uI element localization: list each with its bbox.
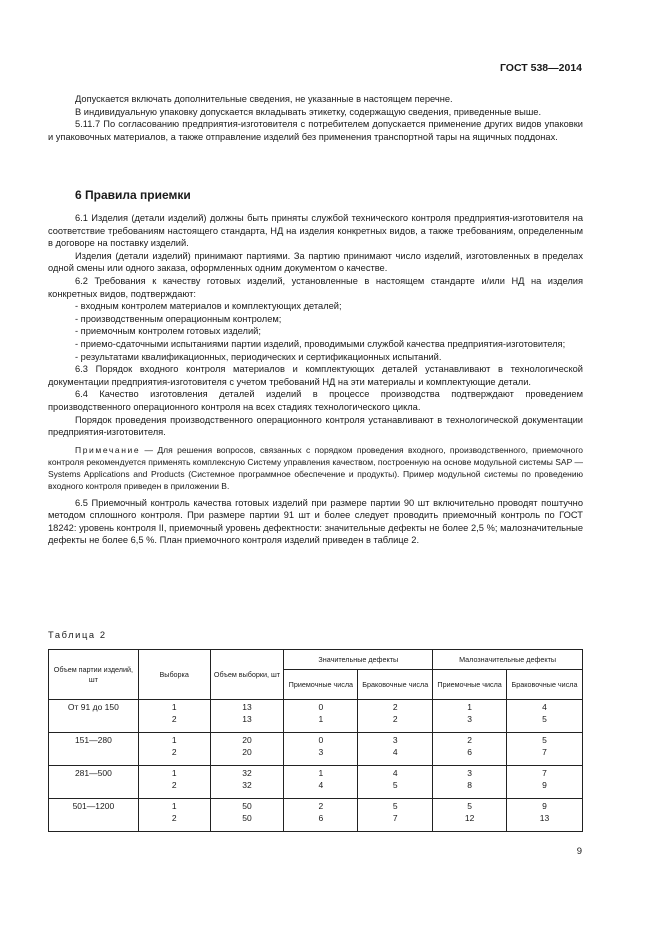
minor-ac-cell xyxy=(433,766,507,799)
cell-value: 2 xyxy=(318,801,324,811)
cell-value: 13 xyxy=(242,702,252,712)
document-code: ГОСТ 538—2014 xyxy=(499,62,582,74)
table-row xyxy=(49,766,583,799)
cell-value: 13 xyxy=(242,713,252,724)
cell-value: 2 xyxy=(392,713,398,724)
major-ac-cell xyxy=(284,733,358,766)
cell-value: 13 xyxy=(539,812,550,823)
list-item: - производственным операционным контролем; xyxy=(75,313,282,324)
table-row xyxy=(49,799,583,832)
cell-value: 7 xyxy=(542,746,547,757)
cell-value: 5 xyxy=(392,801,398,811)
intro-block xyxy=(48,93,583,143)
table-caption: Таблица 2 xyxy=(48,630,107,640)
sample-cell xyxy=(138,733,210,766)
header-sample-size: Объем выборки, шт xyxy=(210,650,284,700)
paragraph-6-4: 6.4 Качество изготовления деталей изделий в процессе производства подтверждают проведением производственного операционного контроля на всех стадиях технологического цикла. xyxy=(48,389,583,412)
header-major-reject: Браковочные числа xyxy=(358,670,433,700)
cell-value: 50 xyxy=(242,801,252,811)
cell-value: 1 xyxy=(467,702,472,712)
section-body xyxy=(48,212,583,547)
cell-value: 5 xyxy=(392,779,398,790)
cell-value: 50 xyxy=(242,812,252,823)
list-item: - приемо-сдаточными испытаниями партии изделий, проводимыми службой качества предприятия-изготовителя; xyxy=(75,338,566,349)
paragraph-6-3: 6.3 Порядок входного контроля материалов и комплектующих деталей устанавливают в технологической документации предприятия-изготовителя с учетом требований НД на эти материалы и комплектующие детали. xyxy=(48,364,583,387)
cell-value: 0 xyxy=(318,735,324,745)
cell-value: 0 xyxy=(318,702,324,712)
size-cell xyxy=(210,799,284,832)
table-row xyxy=(49,700,583,733)
cell-value: 1 xyxy=(171,768,177,778)
header-sample: Выборка xyxy=(138,650,210,700)
note-label: Примечание xyxy=(75,444,141,455)
cell-value: 3 xyxy=(318,746,324,757)
major-re-cell xyxy=(358,700,433,733)
major-re-cell xyxy=(358,799,433,832)
major-ac-cell xyxy=(284,799,358,832)
section-title: 6 Правила приемки xyxy=(75,188,191,202)
cell-value: 5 xyxy=(542,735,547,745)
minor-ac-cell xyxy=(433,700,507,733)
list-item: - входным контролем материалов и комплектующих деталей; xyxy=(75,301,342,312)
cell-value: 7 xyxy=(542,768,547,778)
cell-value: 5 xyxy=(467,801,472,811)
cell-value: 32 xyxy=(242,768,252,778)
cell-value: 3 xyxy=(467,768,472,778)
major-ac-cell xyxy=(284,766,358,799)
cell-value: 1 xyxy=(171,702,177,712)
cell-value: 2 xyxy=(467,735,472,745)
lot-size-cell: 501—1200 xyxy=(49,799,139,832)
note-text: — Для решения вопросов, связанных с порядком проведения входного, производственного, приемочного контроля рекомендуется применять комплексную Систему управления качеством, построенную на основе модульной системы SAP — Systems Applications and Products (Системное программное обеспечение и продукты). Пример модульной системы по проведению входного контроля приведен в приложении В. xyxy=(48,444,583,492)
header-major-accept: Приемочные числа xyxy=(284,670,358,700)
intro-paragraph: Допускается включать дополнительные сведения, не указанные в настоящем перечне. xyxy=(75,94,453,104)
cell-value: 5 xyxy=(542,713,547,724)
cell-value: 1 xyxy=(171,801,177,811)
minor-re-cell xyxy=(507,733,583,766)
cell-value: 8 xyxy=(467,779,472,790)
paragraph-6-4b: Порядок проведения производственного операционного контроля устанавливают в технологической документации предприятия-изготовителя. xyxy=(48,414,583,438)
header-minor-defects: Малозначительные дефекты xyxy=(433,650,583,670)
cell-value: 6 xyxy=(318,812,324,823)
header-minor-reject: Браковочные числа xyxy=(507,670,583,700)
major-re-cell xyxy=(358,733,433,766)
lot-size-cell: От 91 до 150 xyxy=(49,700,139,733)
sample-cell xyxy=(138,766,210,799)
cell-value: 4 xyxy=(392,768,398,778)
paragraph-6-1b: Изделия (детали изделий) принимают партиями. За партию принимают число изделий, изготовленных в пределах одной смены или одного заказа, оформленных одним документом о качестве. xyxy=(48,250,583,274)
cell-value: 32 xyxy=(242,779,252,790)
list-item: - результатами квалификационных, периодических и сертификационных испытаний. xyxy=(75,351,442,362)
paragraph-6-1: 6.1 Изделия (детали изделий) должны быть приняты службой технического контроля предприятия-изготовителя на соответствие требованиям настоящего стандарта, НД на изделия конкретных видов, а также требованиям, определенным в договоре на поставку изделий. xyxy=(48,213,583,249)
cell-value: 3 xyxy=(392,735,398,745)
minor-re-cell xyxy=(507,700,583,733)
paragraph-6-5: 6.5 Приемочный контроль качества готовых изделий при размере партии 90 шт включительно проводят поштучно методом сплошного контроля. При размере партии 91 шт и более следует проводить приемочный контроль по ГОСТ 18242: уровень контроля II, приемочный уровень дефектности: значительные дефекты не более 2,5 %; малозначительные дефекты не более 6,5 %. План приемочного контроля изделий приведен в таблице 2. xyxy=(48,497,583,546)
cell-value: 20 xyxy=(242,735,252,745)
lot-size-cell: 151—280 xyxy=(49,733,139,766)
minor-ac-cell xyxy=(433,799,507,832)
intro-paragraph: В индивидуальную упаковку допускается вкладывать этикетку, содержащую сведения, приведенные выше. xyxy=(75,106,542,117)
size-cell xyxy=(210,766,284,799)
intro-paragraph: 5.11.7 По согласованию предприятия-изготовителя с потребителем допускается применение других видов упаковки и упаковочных материалов, а также отправление изделий без применения транспортной тары на ящичных поддонах. xyxy=(48,119,583,142)
cell-value: 2 xyxy=(171,812,177,823)
cell-value: 12 xyxy=(464,812,475,823)
cell-value: 6 xyxy=(467,746,472,757)
minor-re-cell xyxy=(507,799,583,832)
list-item: - приемочным контролем готовых изделий; xyxy=(75,326,261,337)
major-ac-cell xyxy=(284,700,358,733)
paragraph-6-2: 6.2 Требования к качеству готовых изделий, установленные в настоящем стандарте и/или НД на изделия конкретных видов, подтверждают: xyxy=(48,275,583,299)
cell-value: 2 xyxy=(171,713,177,724)
cell-value: 1 xyxy=(318,768,324,778)
cell-value: 2 xyxy=(392,702,398,712)
note xyxy=(48,444,583,493)
cell-value: 9 xyxy=(542,779,547,790)
minor-ac-cell xyxy=(433,733,507,766)
cell-value: 4 xyxy=(542,702,547,712)
cell-value: 20 xyxy=(242,746,252,757)
size-cell xyxy=(210,700,284,733)
cell-value: 4 xyxy=(318,779,324,790)
table-row xyxy=(49,733,583,766)
cell-value: 7 xyxy=(392,812,398,823)
minor-re-cell xyxy=(507,766,583,799)
lot-size-cell: 281—500 xyxy=(49,766,139,799)
sample-cell xyxy=(138,700,210,733)
major-re-cell xyxy=(358,766,433,799)
size-cell xyxy=(210,733,284,766)
sample-cell xyxy=(138,799,210,832)
cell-value: 3 xyxy=(467,713,472,724)
cell-value: 1 xyxy=(318,713,324,724)
cell-value: 2 xyxy=(171,779,177,790)
header-minor-accept: Приемочные числа xyxy=(433,670,507,700)
acceptance-table xyxy=(48,649,583,832)
cell-value: 2 xyxy=(171,746,177,757)
header-lot-size: Объем партии изделий, шт xyxy=(49,650,139,700)
page-number: 9 xyxy=(576,846,582,857)
cell-value: 1 xyxy=(171,735,177,745)
cell-value: 9 xyxy=(542,801,547,811)
header-major-defects: Значительные дефекты xyxy=(284,650,433,670)
cell-value: 4 xyxy=(392,746,398,757)
